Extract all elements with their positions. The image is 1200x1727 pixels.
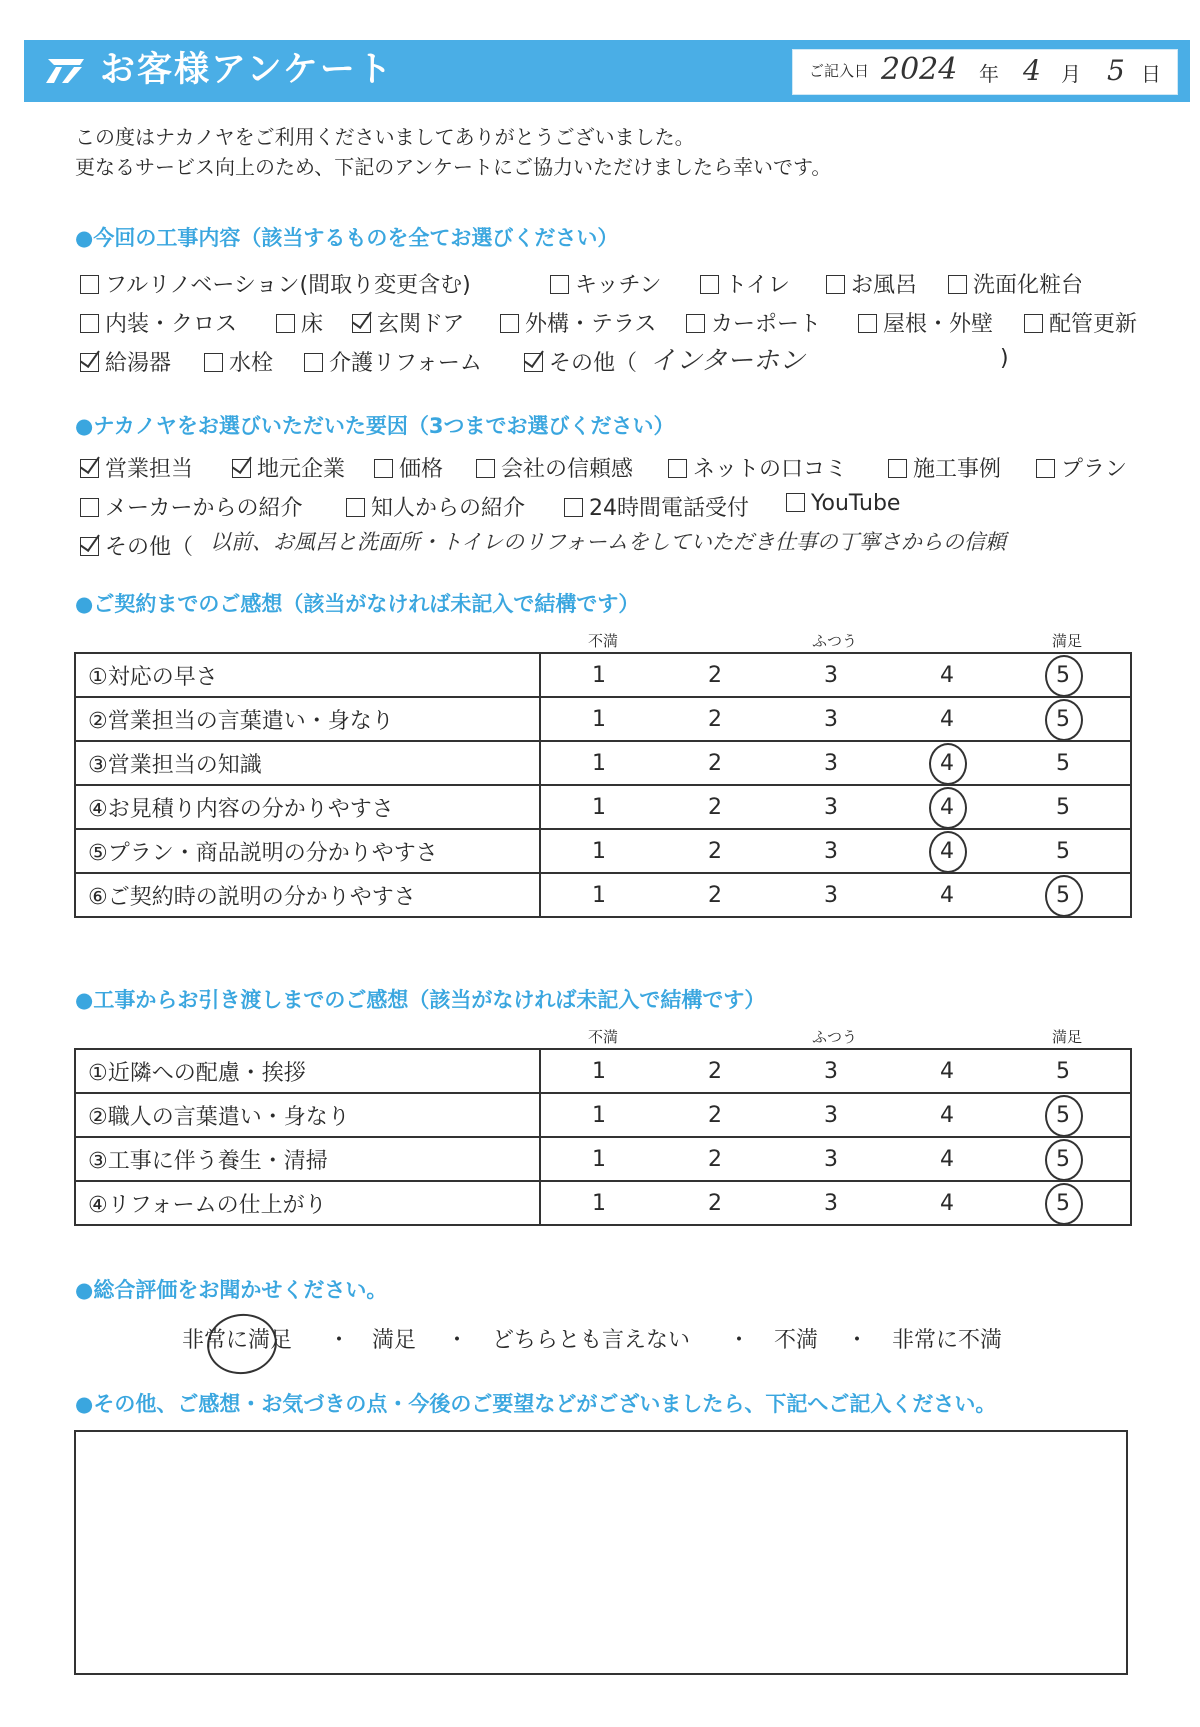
rating-row [75, 653, 1131, 697]
rating-option[interactable]: 4 [940, 1146, 954, 1172]
checkbox-icon[interactable] [276, 314, 295, 333]
checkbox-option[interactable]: 会社の信頼感 [476, 452, 633, 483]
rating-row [75, 1049, 1131, 1093]
checkbox-option[interactable]: お風呂 [826, 268, 917, 299]
rating-scale [540, 1181, 1131, 1225]
date-day: 5 [1107, 54, 1125, 87]
rating-option-selected[interactable]: 4 [889, 839, 1005, 864]
rating-scale [540, 741, 1131, 785]
rating-item-label: ⑤プラン・商品説明の分かりやすさ [75, 829, 540, 873]
checkbox-icon[interactable] [858, 314, 877, 333]
rating-option[interactable]: 3 [824, 882, 838, 908]
rating-option[interactable]: 3 [824, 1102, 838, 1128]
checkbox-option[interactable]: 営業担当 [80, 452, 193, 483]
overall-option[interactable]: 非常に満足 [182, 1328, 293, 1353]
rating-item-label: ⑥ご契約時の説明の分かりやすさ [75, 873, 540, 917]
rating-option[interactable]: 2 [708, 1102, 722, 1128]
checkbox-option[interactable]: 水栓 [204, 346, 273, 377]
rating-option[interactable]: 2 [708, 882, 722, 908]
checkbox-option[interactable]: 洗面化粧台 [948, 268, 1083, 299]
rating-row [75, 1093, 1131, 1137]
rating-option[interactable]: 5 [1056, 838, 1070, 864]
checkbox-option[interactable]: プラン [1036, 452, 1127, 483]
separator: ・ [846, 1328, 869, 1353]
checkbox-option[interactable]: 給湯器 [80, 346, 171, 377]
checkbox-icon[interactable] [668, 459, 687, 478]
checkbox-icon[interactable] [686, 314, 705, 333]
rating-option[interactable]: 1 [592, 882, 606, 908]
checkbox-option[interactable]: 施工事例 [888, 452, 1001, 483]
checkbox-option[interactable]: フルリノベーション(間取り変更含む) [80, 268, 471, 299]
checkbox-option[interactable]: メーカーからの紹介 [80, 491, 303, 522]
overall-option[interactable]: 満足 [372, 1328, 417, 1353]
rating-option[interactable]: 3 [824, 794, 838, 820]
rating-option[interactable]: 2 [708, 1190, 722, 1216]
rating-option[interactable]: 3 [824, 662, 838, 688]
overall-option[interactable]: どちらとも言えない [492, 1328, 691, 1353]
rating-scale [540, 1049, 1131, 1093]
checkbox-option-other[interactable]: その他（ [80, 530, 193, 561]
scale-low-label: 不満 [588, 1028, 619, 1046]
rating-option-selected[interactable]: 5 [1005, 883, 1121, 908]
nakanoya-logo-icon [40, 55, 88, 87]
rating-option[interactable]: 1 [592, 838, 606, 864]
rating-option[interactable]: 5 [1056, 794, 1070, 820]
rating-option-selected[interactable]: 5 [1005, 1103, 1121, 1128]
rating-option[interactable]: 3 [824, 838, 838, 864]
checkbox-icon[interactable] [1024, 314, 1043, 333]
rating-row [75, 785, 1131, 829]
checkbox-option[interactable]: 介護リフォーム [304, 346, 482, 377]
rating-option-selected[interactable]: 4 [889, 795, 1005, 820]
rating-option[interactable]: 1 [592, 662, 606, 688]
contract-rating-table [74, 652, 1132, 918]
rating-item-label: ②職人の言葉遣い・身なり [75, 1093, 540, 1137]
rating-option[interactable]: 1 [592, 1146, 606, 1172]
checkbox-option[interactable]: トイレ [700, 268, 790, 299]
rating-row [75, 741, 1131, 785]
rating-scale [540, 785, 1131, 829]
checkbox-option[interactable]: ネットの口コミ [668, 452, 847, 483]
rating-option-selected[interactable]: 5 [1005, 1147, 1121, 1172]
rating-option-selected[interactable]: 4 [889, 751, 1005, 776]
checkbox-option[interactable]: 床 [276, 307, 323, 338]
separator: ・ [728, 1328, 751, 1353]
date-field[interactable] [792, 49, 1178, 95]
rating-item-label: ④リフォームの仕上がり [75, 1181, 540, 1225]
rating-option[interactable]: 1 [592, 1190, 606, 1216]
checkbox-icon[interactable] [304, 353, 323, 372]
rating-scale [540, 653, 1131, 697]
rating-item-label: ①近隣への配慮・挨拶 [75, 1049, 540, 1093]
comments-textarea[interactable] [74, 1430, 1128, 1675]
construction-rating-table [74, 1048, 1132, 1226]
checkbox-icon[interactable] [80, 275, 99, 294]
rating-option[interactable]: 5 [1056, 750, 1070, 776]
section-construction-heading: ●工事からお引き渡しまでのご感想（該当がなければ未記入で結構です） [75, 988, 766, 1012]
rating-option[interactable]: 3 [824, 750, 838, 776]
checkbox-option-other[interactable]: その他（ [524, 346, 637, 377]
checkbox-option[interactable]: カーポート [686, 307, 821, 338]
checkbox-option[interactable]: 価格 [374, 452, 443, 483]
rating-scale [540, 697, 1131, 741]
rating-item-label: ③工事に伴う養生・清掃 [75, 1137, 540, 1181]
scale-low-label: 不満 [588, 632, 619, 650]
rating-option[interactable]: 2 [708, 794, 722, 820]
checkbox-option[interactable]: 外構・テラス [500, 307, 656, 338]
checkbox-icon[interactable] [204, 353, 223, 372]
scale-high-label: 満足 [1052, 632, 1083, 650]
date-label: ご記入日 [809, 62, 870, 80]
checkbox-option[interactable]: キッチン [550, 268, 661, 299]
checkbox-option[interactable]: 屋根・外壁 [858, 307, 993, 338]
checkbox-icon[interactable] [80, 498, 99, 517]
intro-line-2: 更なるサービス向上のため、下記のアンケートにご協力いただけましたら幸いです。 [75, 155, 832, 179]
rating-option-selected[interactable]: 5 [1005, 1191, 1121, 1216]
overall-option[interactable]: 不満 [774, 1328, 819, 1353]
overall-option[interactable]: 非常に不満 [892, 1328, 1003, 1353]
day-unit: 日 [1141, 62, 1161, 86]
rating-option[interactable]: 3 [824, 1190, 838, 1216]
checkbox-icon[interactable] [500, 314, 519, 333]
checkbox-icon[interactable] [564, 498, 583, 517]
scale-mid-label: ふつう [812, 632, 858, 650]
rating-row [75, 697, 1131, 741]
intro-line-1: この度はナカノヤをご利用くださいましてありがとうございました。 [75, 125, 695, 149]
checkbox-icon[interactable] [700, 275, 719, 294]
rating-row [75, 829, 1131, 873]
checkbox-option[interactable]: 知人からの紹介 [346, 491, 525, 522]
section-work-content-heading: ●今回の工事内容（該当するものを全てお選びください） [75, 226, 619, 250]
survey-header [24, 40, 1190, 102]
rating-scale [540, 1137, 1131, 1181]
checkbox-option[interactable]: 内装・クロス [80, 307, 237, 338]
rating-row [75, 873, 1131, 917]
checkbox-checked-icon[interactable] [352, 314, 371, 333]
rating-item-label: ④お見積り内容の分かりやすさ [75, 785, 540, 829]
scale-mid-label: ふつう [812, 1028, 858, 1046]
year-unit: 年 [979, 62, 999, 86]
rating-scale [540, 873, 1131, 917]
checkbox-icon[interactable] [786, 493, 805, 512]
separator: ・ [446, 1328, 469, 1353]
rating-option[interactable]: 4 [940, 882, 954, 908]
rating-option[interactable]: 5 [1056, 1058, 1070, 1084]
page-title: お客様アンケート [100, 50, 394, 90]
checkbox-checked-icon[interactable] [232, 459, 251, 478]
checkbox-checked-icon[interactable] [524, 353, 543, 372]
checkbox-icon[interactable] [826, 275, 845, 294]
rating-option[interactable]: 3 [824, 1146, 838, 1172]
checkbox-icon[interactable] [1036, 459, 1055, 478]
rating-option[interactable]: 4 [940, 706, 954, 732]
rating-option[interactable]: 1 [592, 1058, 606, 1084]
checkbox-icon[interactable] [888, 459, 907, 478]
checkbox-icon[interactable] [948, 275, 967, 294]
other-reason-handwritten[interactable]: 以前、お風呂と洗面所・トイレのリフォームをしていただき仕事の丁寧さからの信頼 [210, 530, 1006, 554]
rating-option-selected[interactable]: 5 [1005, 663, 1121, 688]
rating-option[interactable]: 4 [940, 1102, 954, 1128]
scale-high-label: 満足 [1052, 1028, 1083, 1046]
other-work-handwritten[interactable]: インターホン [650, 346, 805, 376]
checkbox-icon[interactable] [476, 459, 495, 478]
rating-option[interactable]: 3 [824, 1058, 838, 1084]
date-year: 2024 [881, 52, 958, 87]
checkbox-icon[interactable] [80, 314, 99, 333]
month-unit: 月 [1061, 62, 1081, 86]
section-overall-heading: ●総合評価をお聞かせください。 [75, 1278, 388, 1302]
checkbox-icon[interactable] [346, 498, 365, 517]
rating-option[interactable]: 3 [824, 706, 838, 732]
rating-option[interactable]: 4 [940, 1190, 954, 1216]
rating-option[interactable]: 2 [708, 1058, 722, 1084]
rating-option[interactable]: 2 [708, 662, 722, 688]
section-contract-heading: ●ご契約までのご感想（該当がなければ未記入で結構です） [75, 592, 640, 616]
rating-option[interactable]: 1 [592, 706, 606, 732]
checkbox-option[interactable]: YouTube [786, 491, 900, 516]
rating-item-label: ①対応の早さ [75, 653, 540, 697]
rating-option[interactable]: 2 [708, 706, 722, 732]
rating-item-label: ③営業担当の知識 [75, 741, 540, 785]
checkbox-checked-icon[interactable] [80, 459, 99, 478]
checkbox-icon[interactable] [550, 275, 569, 294]
rating-option[interactable]: 4 [940, 1058, 954, 1084]
rating-scale [540, 829, 1131, 873]
checkbox-option[interactable]: 玄関ドア [352, 307, 464, 338]
checkbox-option[interactable]: 配管更新 [1024, 307, 1137, 338]
rating-option[interactable]: 1 [592, 1102, 606, 1128]
checkbox-checked-icon[interactable] [80, 353, 99, 372]
section-comments-heading: ●その他、ご感想・お気づきの点・今後のご要望などがございましたら、下記へご記入ください。 [75, 1392, 997, 1416]
rating-option[interactable]: 2 [708, 1146, 722, 1172]
separator: ・ [328, 1328, 351, 1353]
rating-row [75, 1137, 1131, 1181]
checkbox-option[interactable]: 地元企業 [232, 452, 345, 483]
rating-option[interactable]: 1 [592, 794, 606, 820]
rating-option[interactable]: 2 [708, 838, 722, 864]
rating-row [75, 1181, 1131, 1225]
rating-option-selected[interactable]: 5 [1005, 707, 1121, 732]
section-reason-heading: ●ナカノヤをお選びいただいた要因（3つまでお選びください） [75, 414, 675, 438]
checkbox-option[interactable]: 24時間電話受付 [564, 491, 749, 522]
rating-item-label: ②営業担当の言葉遣い・身なり [75, 697, 540, 741]
checkbox-checked-icon[interactable] [80, 537, 99, 556]
close-paren: ) [1000, 346, 1009, 371]
rating-scale [540, 1093, 1131, 1137]
rating-option[interactable]: 2 [708, 750, 722, 776]
date-month: 4 [1023, 54, 1041, 87]
rating-option[interactable]: 4 [940, 662, 954, 688]
checkbox-icon[interactable] [374, 459, 393, 478]
rating-option[interactable]: 1 [592, 750, 606, 776]
